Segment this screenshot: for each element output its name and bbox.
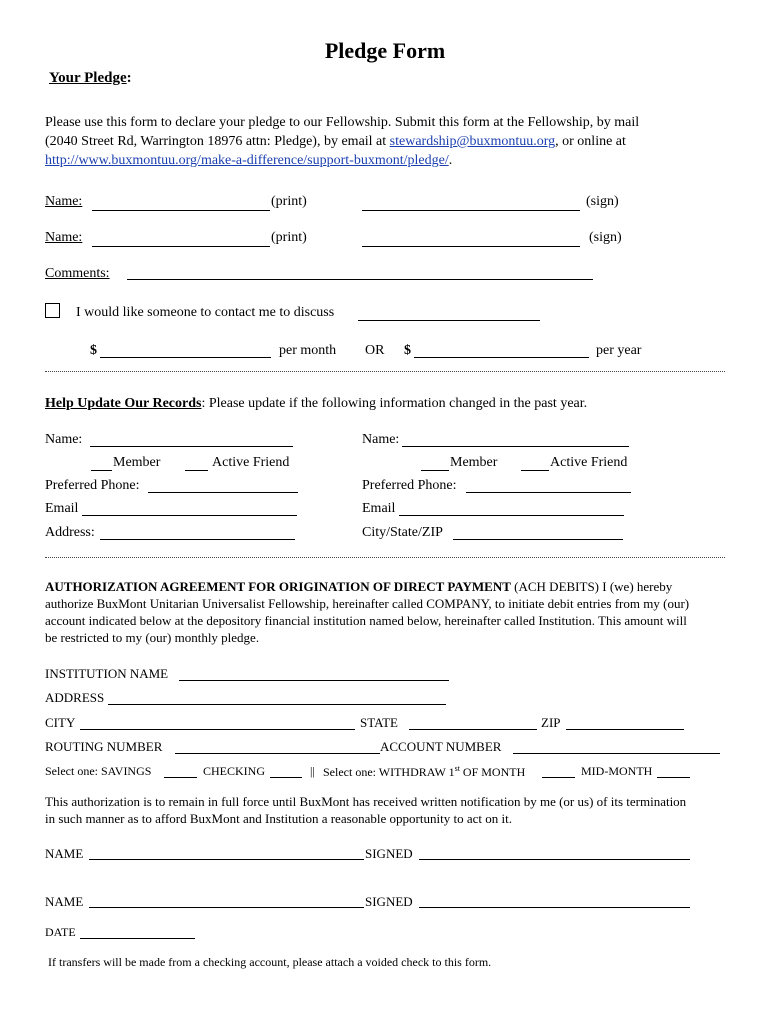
records-name-field-right[interactable] [402,446,629,447]
intro-line-2a: (2040 Street Rd, Warrington 18976 attn: Pledge), by email at [45,134,390,149]
intro-line-3b: . [448,153,453,168]
name-label: Name: [45,194,83,209]
active-friend-blank-right[interactable] [521,470,549,471]
per-month-label: per month [279,343,337,358]
active-friend-label-right: Active Friend [550,455,628,470]
ach-zip-field[interactable] [566,729,684,730]
active-friend-label-left: Active Friend [212,455,290,470]
records-name-label-right: Name: [362,432,400,447]
ach-heading: AUTHORIZATION AGREEMENT FOR ORIGINATION OF DIRECT PAYMENT [45,579,511,594]
per-year-label: per year [596,343,642,358]
page-title: Pledge Form [324,38,446,63]
ach-line-2: authorize BuxMont Unitarian Universalist Fellowship, hereinafter called COMPANY, to initiate debit entries from my (our) [45,596,690,611]
routing-label: ROUTING NUMBER [45,739,163,754]
comments-label: Comments: [45,266,110,281]
or-label: OR [365,343,385,358]
dollar-sign-month: $ [90,343,97,358]
section-divider-2 [45,557,725,558]
your-pledge-colon: : [126,70,132,86]
date-field[interactable] [80,938,195,939]
select-account-type-label: Select one: SAVINGS [45,764,152,778]
ach-name-label-2: NAME [45,894,84,909]
email-label-left: Email [45,501,79,516]
pledge-name-row-2 [45,230,82,246]
records-name-label-left: Name: [45,432,83,447]
withdraw-text: Select one: WITHDRAW 1 [323,765,455,779]
sign-field-2[interactable] [362,246,580,247]
monthly-amount-field[interactable] [100,357,271,358]
intro-line-3 [45,153,452,169]
separator: || [310,764,315,778]
contact-label: I would like someone to contact me to discuss [76,305,335,320]
phone-field-right[interactable] [466,492,631,493]
mid-month-blank[interactable] [657,777,690,778]
phone-label-right: Preferred Phone: [362,478,457,493]
email-link[interactable]: stewardship@buxmontuu.org [389,134,556,149]
print-name-field-2[interactable] [92,246,270,247]
ach-address-label: ADDRESS [45,690,105,705]
member-blank-left[interactable] [91,470,112,471]
checking-blank[interactable] [270,777,302,778]
email-field-right[interactable] [399,515,624,516]
ach-state-label: STATE [360,715,398,730]
comments-field[interactable] [127,279,593,280]
first-superscript: st [454,764,460,773]
ach-line-3: account indicated below at the depository financial institution named below, hereinafter called Institution. This amount will [45,613,687,628]
phone-field-left[interactable] [148,492,298,493]
institution-label: INSTITUTION NAME [45,666,169,681]
city-label-right: City/State/ZIP [362,525,443,540]
address-label-left: Address: [45,525,95,540]
print-label-1: (print) [271,194,307,209]
address-field-left[interactable] [100,539,295,540]
records-heading-row [45,396,587,412]
member-label-right: Member [450,455,498,470]
contact-checkbox[interactable] [45,303,60,318]
pledge-name-row-1 [45,194,82,210]
section-divider-1 [45,371,725,372]
mid-month-label: MID-MONTH [581,764,653,778]
ach-name-field-1[interactable] [89,859,364,860]
comments-row [45,266,110,282]
ach-name-label-1: NAME [45,846,84,861]
ach-line-4: be restricted to my (our) monthly pledge. [45,630,260,645]
sign-label-2: (sign) [589,230,622,245]
records-name-field-left[interactable] [90,446,293,447]
savings-blank[interactable] [164,777,197,778]
phone-label-left: Preferred Phone: [45,478,140,493]
name-label: Name: [45,230,83,245]
intro-line-2b: , or online at [555,134,626,149]
ach-line-1 [45,579,672,595]
ach-zip-label: ZIP [541,715,561,730]
print-label-2: (print) [271,230,307,245]
account-field[interactable] [513,753,720,754]
ach-state-field[interactable] [409,729,537,730]
routing-field[interactable] [175,753,380,754]
email-field-left[interactable] [82,515,297,516]
active-friend-blank-left[interactable] [185,470,208,471]
authorization-line-2: in such manner as to afford BuxMont and Institution a reasonable opportunity to act on it. [45,811,512,826]
sign-label-1: (sign) [586,194,619,209]
ach-signed-label-2: SIGNED [365,894,413,909]
your-pledge-heading [49,70,132,87]
ach-heading-rest: (ACH DEBITS) I (we) hereby [510,579,673,594]
your-pledge-heading-text: Your Pledge [49,70,127,86]
records-heading-rest: : Please update if the following information changed in the past year. [201,396,588,411]
sign-field-1[interactable] [362,210,580,211]
first-of-month-blank[interactable] [542,777,575,778]
intro-line-1: Please use this form to declare your pledge to our Fellowship. Submit this form at the Fellowship, by mail [45,115,640,130]
ach-city-label: CITY [45,715,76,730]
contact-topic-field[interactable] [358,320,540,321]
checking-label: CHECKING [203,764,265,778]
member-blank-right[interactable] [421,470,449,471]
ach-city-field[interactable] [80,729,355,730]
city-field-right[interactable] [453,539,623,540]
authorization-line-1: This authorization is to remain in full force until BuxMont has received written notification by me (or us) of its termination [45,794,687,809]
member-label-left: Member [113,455,161,470]
of-month-text: OF MONTH [459,765,526,779]
print-name-field-1[interactable] [92,210,270,211]
ach-signed-label-1: SIGNED [365,846,413,861]
date-label: DATE [45,925,76,939]
select-withdraw-label [323,764,525,780]
ach-signed-field-1[interactable] [419,859,690,860]
ach-signed-field-2[interactable] [419,907,690,908]
ach-name-field-2[interactable] [89,907,364,908]
dollar-sign-year: $ [404,343,411,358]
institution-field[interactable] [179,680,449,681]
email-label-right: Email [362,501,396,516]
intro-line-2 [45,134,626,150]
ach-address-field[interactable] [108,704,446,705]
yearly-amount-field[interactable] [414,357,589,358]
web-link[interactable]: http://www.buxmontuu.org/make-a-difference/support-buxmont/pledge/ [45,153,449,168]
account-label: ACCOUNT NUMBER [380,739,502,754]
footer-note: If transfers will be made from a checking account, please attach a voided check to this form. [48,955,492,969]
records-heading: Help Update Our Records [45,396,202,411]
